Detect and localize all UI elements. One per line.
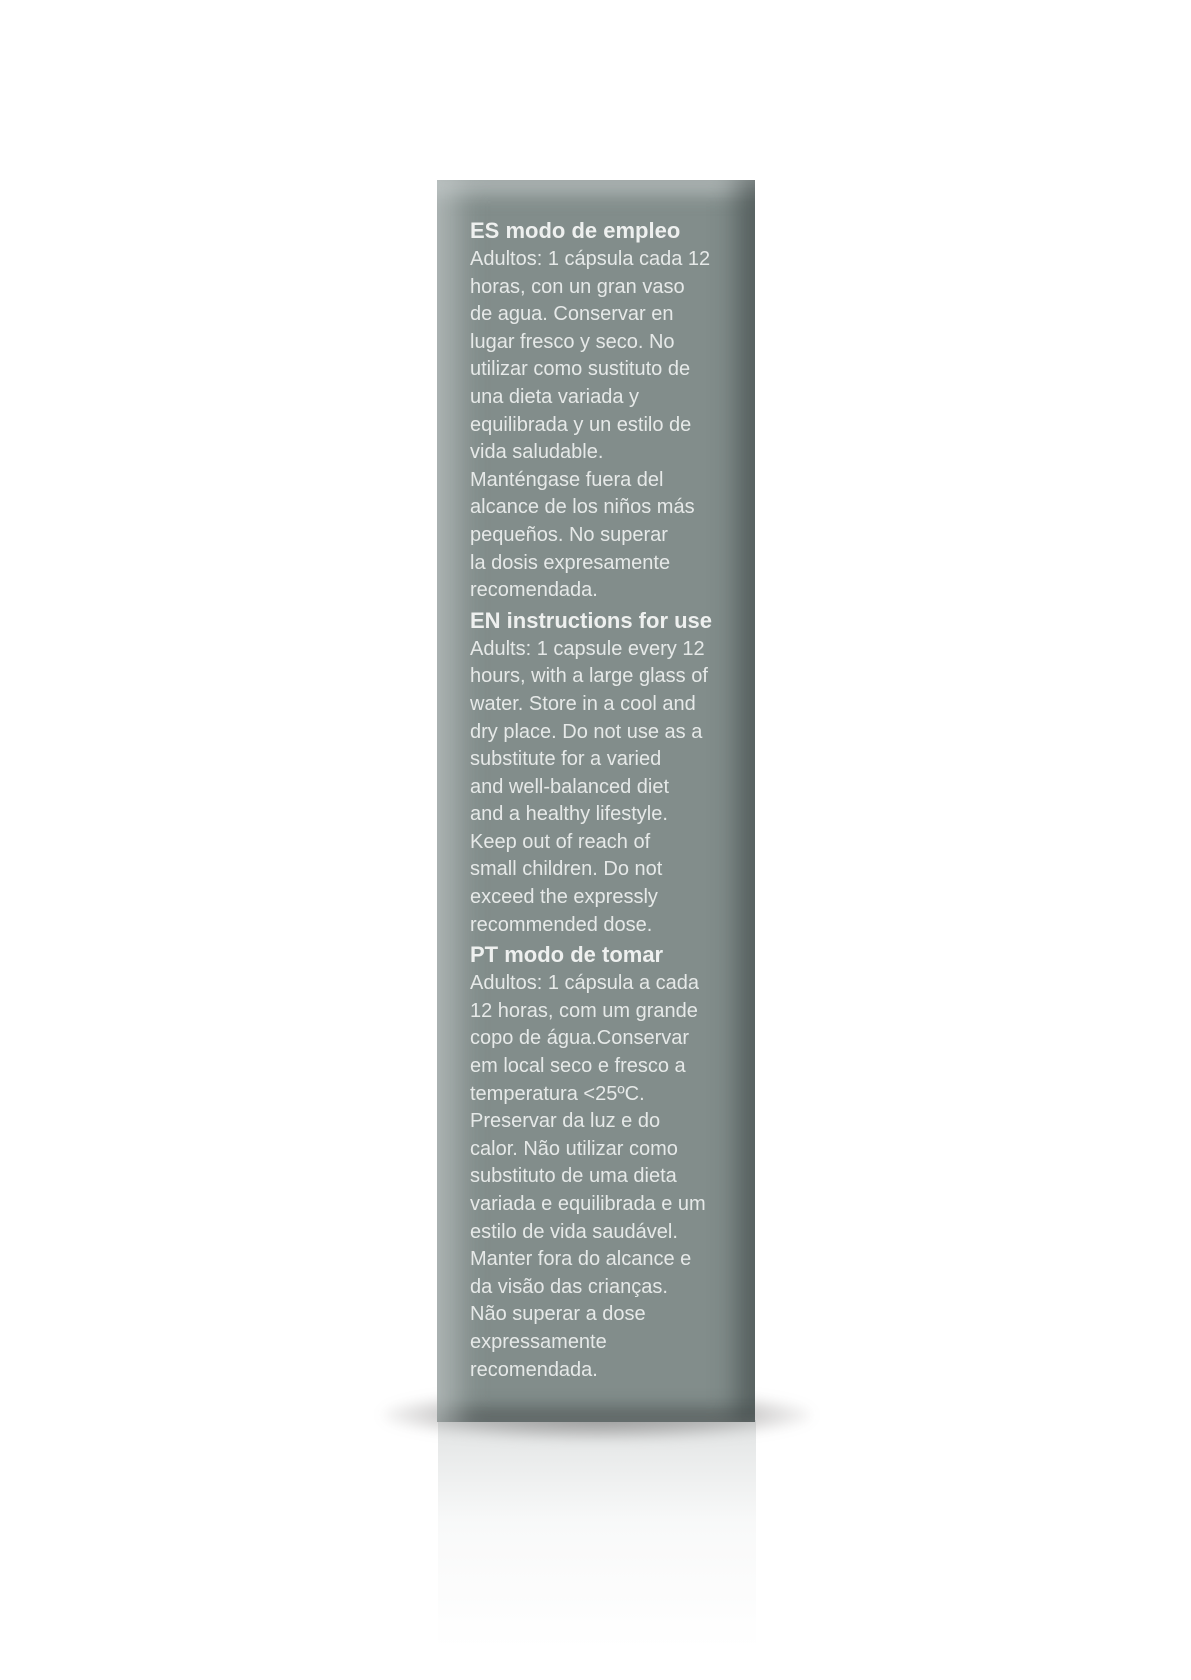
section-es-line: recomendada. bbox=[470, 579, 598, 602]
section-pt-line: Adultos: 1 cápsula a cada bbox=[470, 972, 700, 995]
section-pt-line: temperatura <25ºC. bbox=[470, 1082, 645, 1105]
section-en-line: small children. Do not bbox=[470, 858, 663, 881]
section-en bbox=[470, 605, 750, 940]
section-en-line: and a healthy lifestyle. bbox=[470, 803, 668, 826]
section-pt-heading: PT modo de tomar bbox=[470, 942, 664, 968]
section-es-line: equilibrada y un estilo de bbox=[470, 413, 692, 436]
section-en-line: recommended dose. bbox=[470, 913, 653, 936]
box-reflection bbox=[438, 1420, 756, 1650]
section-pt-line: Preservar da luz e do bbox=[470, 1110, 661, 1133]
section-es-line: lugar fresco y seco. No bbox=[470, 330, 675, 353]
section-pt-line: da visão das crianças. bbox=[470, 1275, 668, 1298]
section-en-heading: EN instructions for use bbox=[470, 607, 713, 633]
instructions-text-column bbox=[470, 215, 750, 1384]
section-es-line: utilizar como sustituto de bbox=[470, 358, 691, 381]
section-en-line: and well-balanced diet bbox=[470, 775, 670, 798]
section-pt-line: em local seco e fresco a bbox=[470, 1055, 686, 1078]
section-pt-line: 12 horas, com um grande bbox=[470, 999, 698, 1022]
section-en-line: exceed the expressly bbox=[470, 886, 658, 909]
section-es-line: vida saludable. bbox=[470, 441, 604, 464]
section-en-line: Adults: 1 capsule every 12 bbox=[470, 637, 705, 660]
section-es-line: Manténgase fuera del bbox=[470, 468, 664, 491]
product-box-side-panel bbox=[437, 180, 755, 1422]
section-en-line: dry place. Do not use as a bbox=[470, 720, 703, 743]
section-es-line: de agua. Conservar en bbox=[470, 303, 674, 326]
section-es-line: horas, con un gran vaso bbox=[470, 275, 685, 298]
section-pt-line: substituto de uma dieta bbox=[470, 1165, 677, 1188]
section-es-line: la dosis expresamente bbox=[470, 551, 671, 574]
section-en-line: Keep out of reach of bbox=[470, 830, 651, 853]
section-pt bbox=[470, 939, 750, 1384]
section-es-line: pequeños. No superar bbox=[470, 523, 668, 546]
section-es bbox=[470, 215, 750, 605]
section-pt-line: variada e equilibrada e um bbox=[470, 1193, 706, 1215]
section-es-line: Adultos: 1 cápsula cada 12 bbox=[470, 248, 711, 270]
section-en-line: water. Store in a cool and bbox=[470, 692, 696, 715]
section-pt-line: recomendada. bbox=[470, 1358, 598, 1381]
section-pt-line: estilo de vida saudável. bbox=[470, 1220, 678, 1243]
section-en-line: hours, with a large glass of bbox=[470, 665, 708, 688]
section-pt-line: calor. Não utilizar como bbox=[470, 1137, 678, 1160]
section-pt-line: copo de água.Conservar bbox=[470, 1027, 690, 1050]
section-pt-line: Não superar a dose bbox=[470, 1303, 646, 1326]
section-pt-line: expressamente bbox=[470, 1330, 607, 1353]
section-en-line: substitute for a varied bbox=[470, 748, 662, 771]
section-pt-line: Manter fora do alcance e bbox=[470, 1248, 692, 1271]
section-es-heading: ES modo de empleo bbox=[470, 218, 681, 243]
section-es-line: alcance de los niños más bbox=[470, 496, 695, 519]
section-es-line: una dieta variada y bbox=[470, 385, 640, 408]
